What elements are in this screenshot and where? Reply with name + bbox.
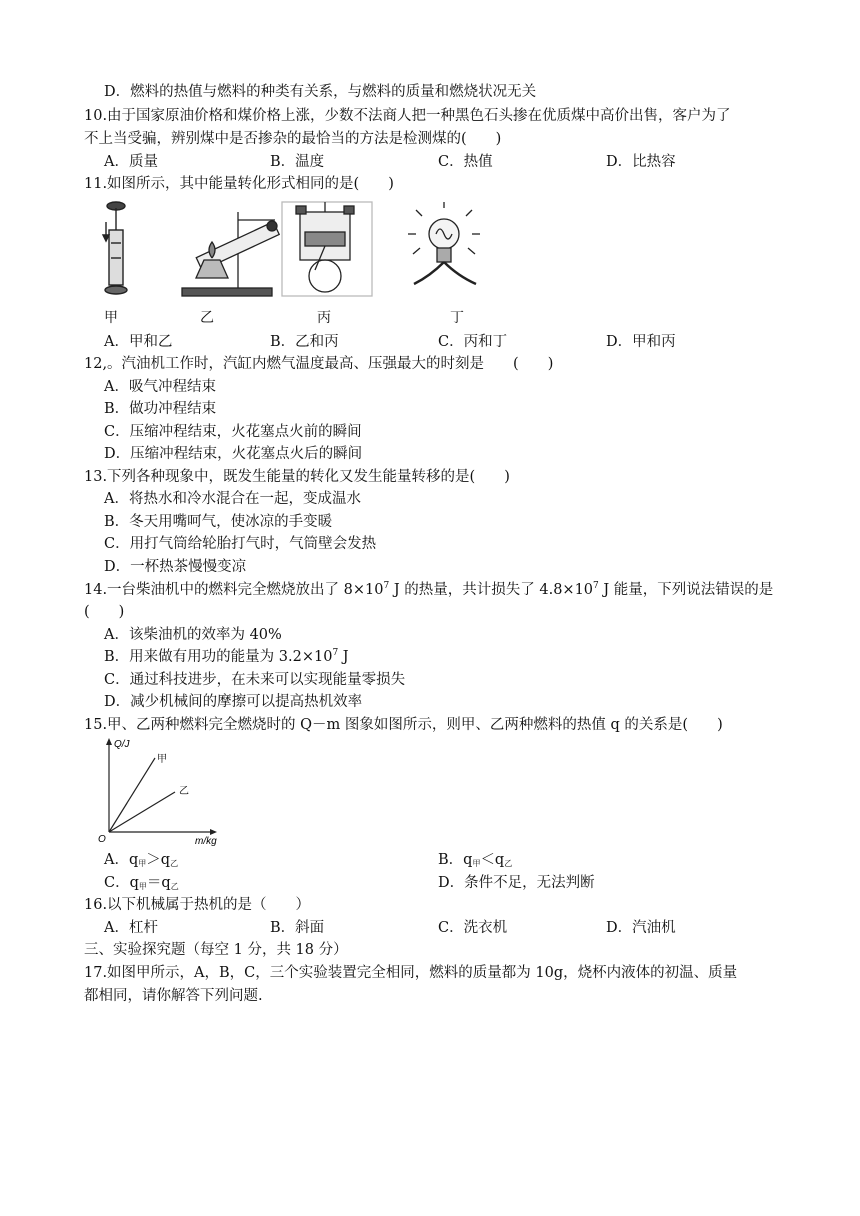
q11-label-jia: 甲 (104, 310, 118, 326)
q12-option-d: D．压缩冲程结束，火花塞点火后的瞬间 (104, 446, 363, 462)
q11-option-a: A．甲和乙 (104, 334, 173, 350)
q15-stem: 15.甲、乙两种燃料完全燃烧时的 Q－m 图象如图所示，则甲、乙两种燃料的热值 q 的关系是( ) (84, 717, 723, 733)
q9-option-d: D．燃料的热值与燃料的种类有关系，与燃料的质量和燃烧状况无关 (104, 84, 537, 100)
q11-option-c: C．丙和丁 (438, 334, 508, 350)
section-3-heading: 三、实验探究题（每空 1 分，共 18 分） (84, 942, 348, 958)
glowing-light-bulb-image (408, 202, 480, 284)
q13-option-c: C．用打气筒给轮胎打气时，气筒壁会发热 (104, 536, 377, 552)
q14-option-d: D．减少机械间的摩擦可以提高热机效率 (104, 694, 363, 710)
q15-option-c: C．$q_甲=q_乙$ (104, 875, 179, 891)
q14-option-c: C．通过科技进步，在未来可以实现能量零损失 (104, 672, 406, 688)
q10-option-d: D．比热容 (606, 154, 676, 170)
q10-option-b: B．温度 (270, 154, 325, 170)
q11-option-b: B．乙和丙 (270, 334, 339, 350)
q12-option-b: B．做功冲程结束 (104, 401, 217, 417)
q16-option-a: A．杠杆 (104, 920, 158, 936)
q11-stem: 11.如图所示，其中能量转化形式相同的是( ) (84, 176, 394, 192)
q16-option-b: B．斜面 (270, 920, 325, 936)
origin-label: O (98, 834, 106, 845)
q16-option-c: C．洗衣机 (438, 920, 508, 936)
q14-option-a: A．该柴油机的效率为 40% (104, 627, 282, 643)
q16-option-d: D．汽油机 (606, 920, 676, 936)
q15-option-b: B．$q_甲<q_乙$ (438, 852, 513, 868)
q11-option-d: D．甲和丙 (606, 334, 676, 350)
x-axis-label: m/kg (195, 836, 217, 847)
y-axis-label: Q/J (114, 739, 130, 750)
q14-stem-line1: 14.一台柴油机中的燃料完全燃烧放出了 $8\times 10^7$ J 的热量，共计损失了 $4.8\times 10^7$ J 能量，下列说法错误的是 (84, 581, 774, 598)
q11-label-yi: 乙 (200, 310, 214, 326)
q10-stem-line1: 10.由于国家原油价格和煤价格上涨，少数不法商人把一种黑色石头掺在优质煤中高价出售，客户为了 (84, 108, 731, 124)
air-pump-fire-syringe-image (103, 202, 127, 294)
q15-option-a: A．$q_甲>q_乙$ (104, 852, 179, 868)
q10-option-c: C．热值 (438, 154, 493, 170)
q11-figure (100, 198, 500, 300)
q10-stem-line2: 不上当受骗，辨别煤中是否掺杂的最恰当的方法是检测煤的( ) (84, 131, 502, 147)
q10-option-a: A．质量 (104, 154, 158, 170)
q14-option-b: B．用来做有用功的能量为 $3.2\times 10^7$ J (104, 648, 349, 665)
q13-stem: 13.下列各种现象中，既发生能量的转化又发生能量转移的是( ) (84, 469, 510, 485)
q11-label-bing: 丙 (317, 310, 331, 326)
line-yi-label: 乙 (179, 786, 189, 797)
q17-stem-line1: 17.如图甲所示，A，B，C，三个实验装置完全相同，燃料的质量都为 10g，烧杯内液体的初温、质量 (84, 965, 738, 981)
q12-option-a: A．吸气冲程结束 (104, 379, 216, 395)
line-jia-label: 甲 (157, 754, 167, 765)
q13-option-a: A．将热水和冷水混合在一起，变成温水 (104, 491, 361, 507)
q14-stem-line2: ( ) (84, 604, 125, 620)
q15-option-d: D．条件不足，无法判断 (438, 875, 595, 891)
test-tube-heating-image (182, 212, 279, 296)
q11-label-ding: 丁 (450, 310, 464, 326)
q17-stem-line2: 都相同，请你解答下列问题. (84, 988, 263, 1004)
line-jia (109, 758, 155, 832)
q13-option-d: D．一杯热茶慢慢变凉 (104, 559, 247, 575)
q12-option-c: C．压缩冲程结束，火花塞点火前的瞬间 (104, 424, 362, 440)
q15-graph (95, 736, 225, 848)
q16-stem: 16.以下机械属于热机的是（ ） (84, 897, 311, 913)
engine-cylinder-image (282, 202, 372, 296)
q12-stem: 12,。汽油机工作时，汽缸内燃气温度最高、压强最大的时刻是 ( ) (84, 356, 554, 372)
line-yi (109, 792, 175, 832)
q13-option-b: B．冬天用嘴呵气，使冰凉的手变暖 (104, 514, 333, 530)
